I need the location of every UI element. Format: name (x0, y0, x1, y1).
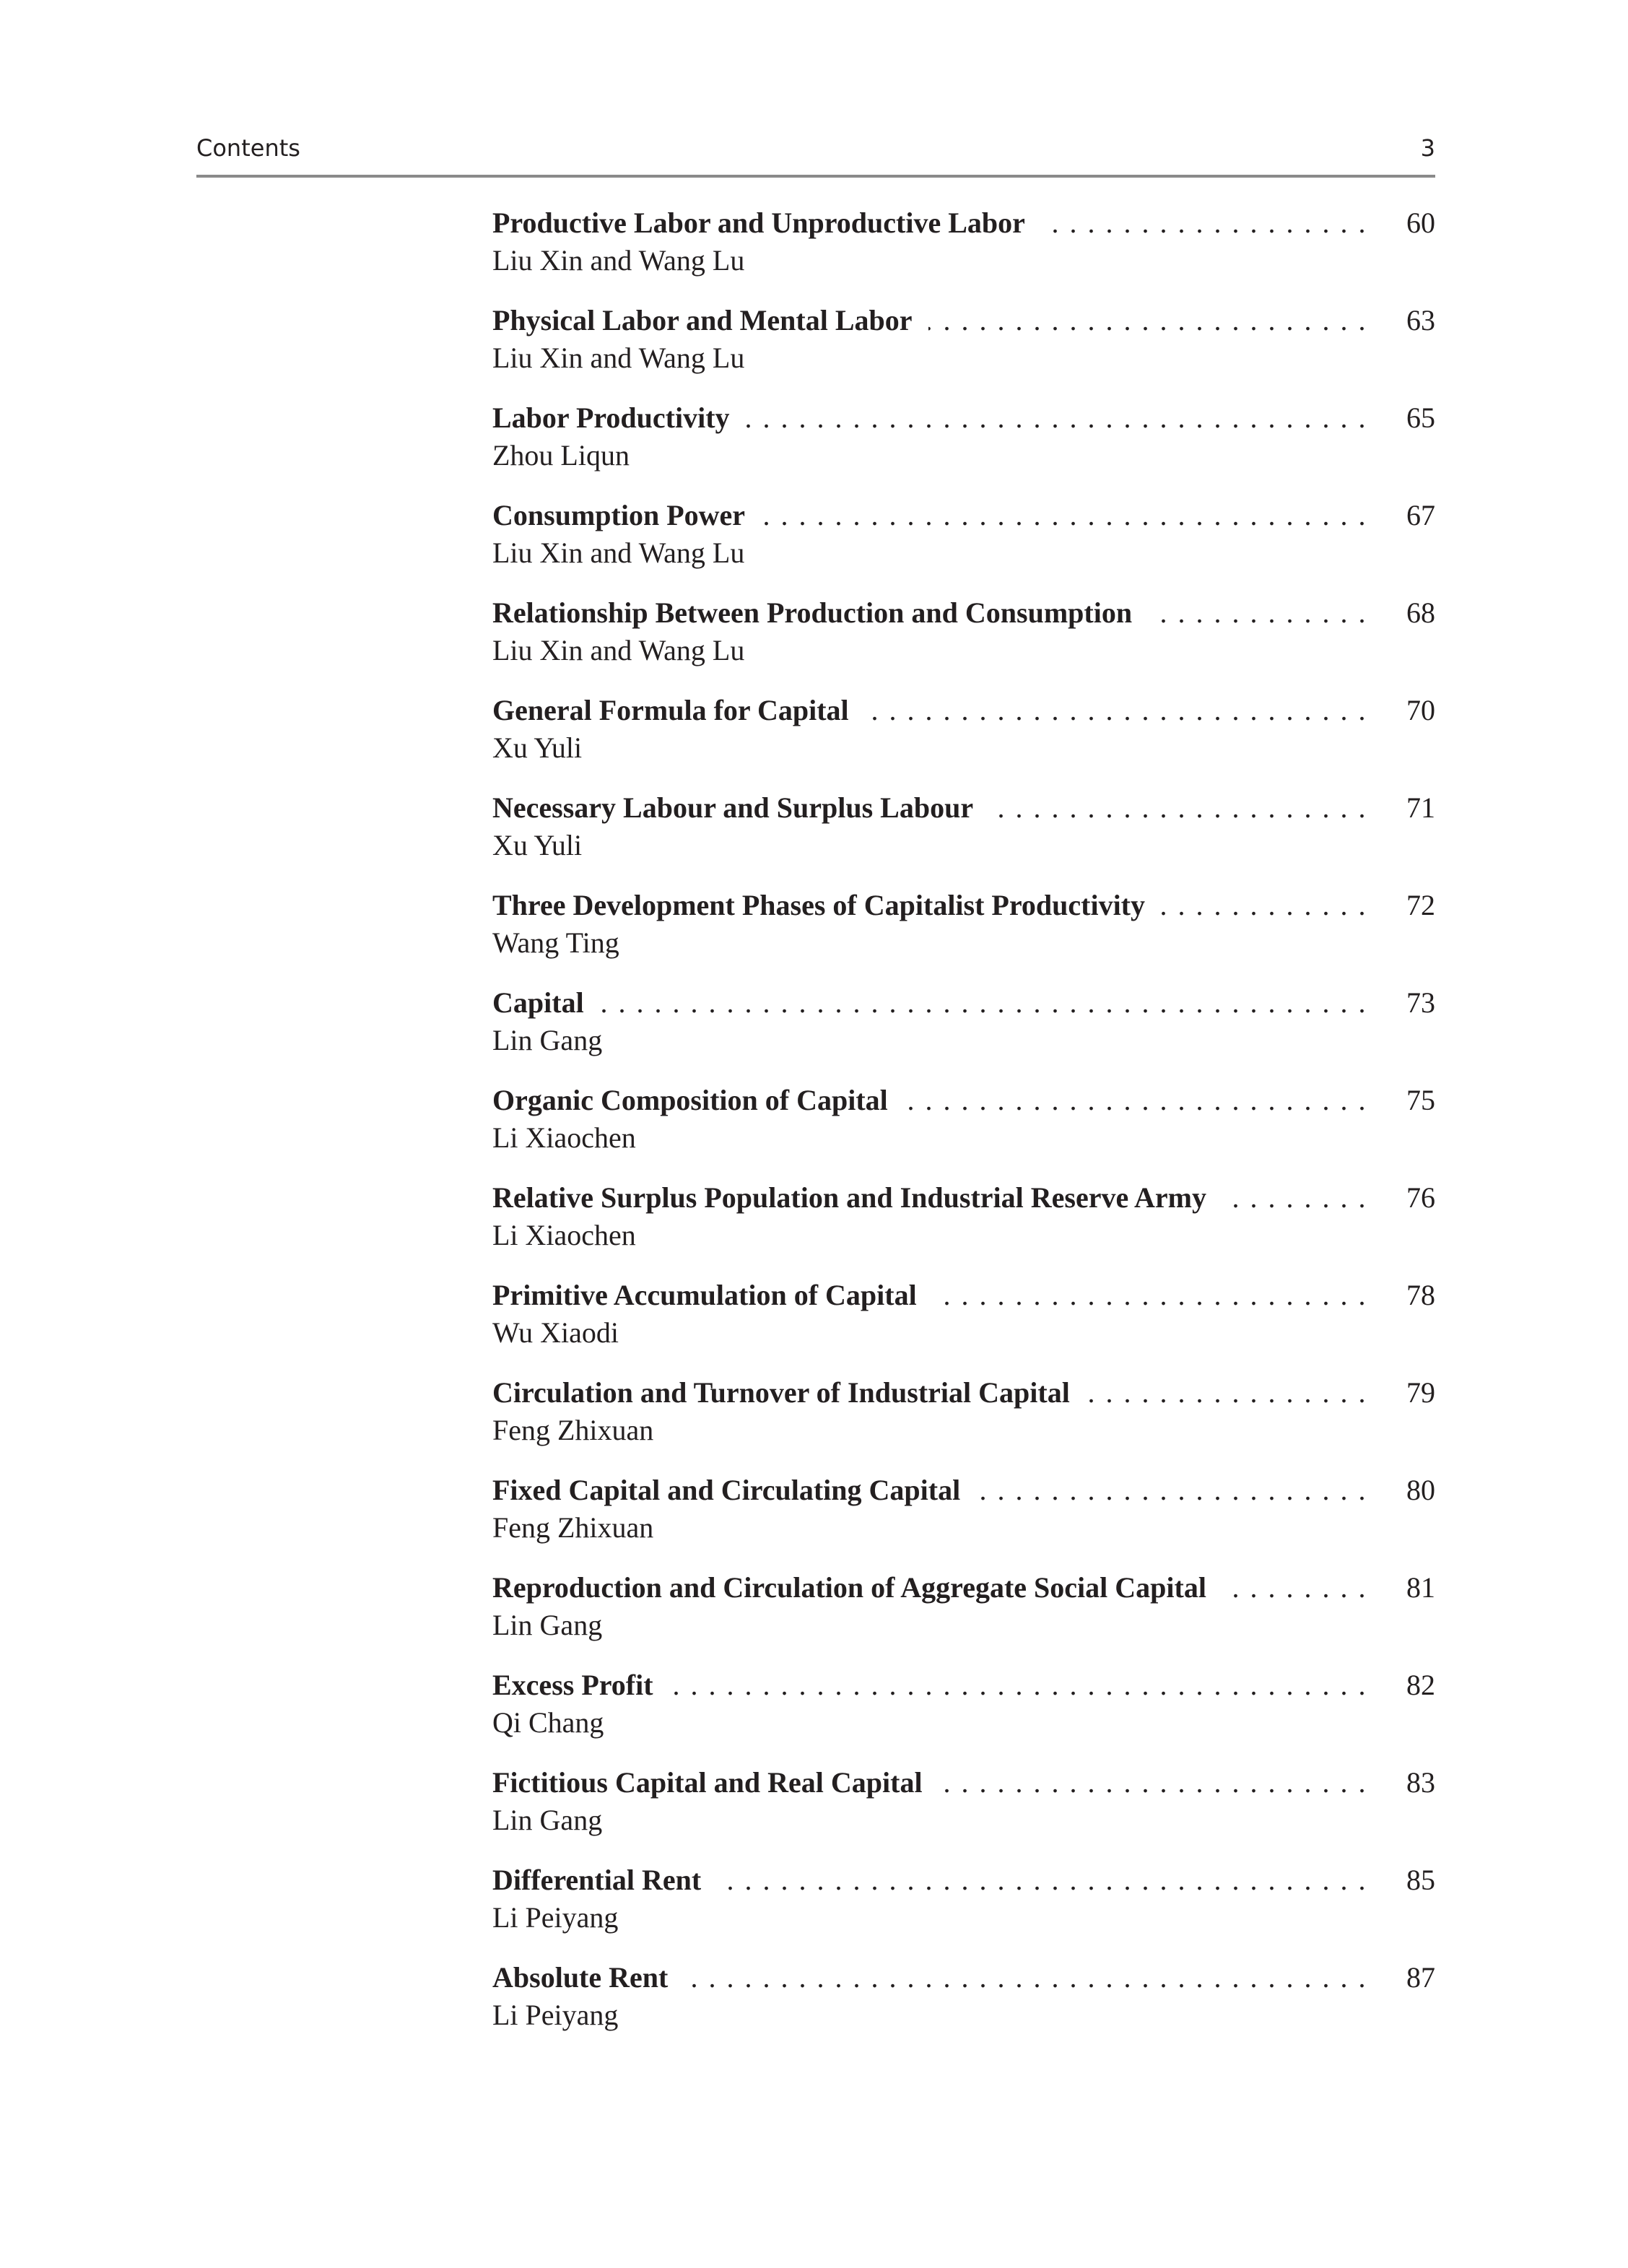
toc-entry-page[interactable]: 68 (1406, 596, 1435, 629)
toc-entry-author: Qi Chang (492, 1706, 604, 1739)
toc-entry[interactable] (492, 1082, 1435, 1179)
toc-entry-line (492, 1569, 1435, 1607)
toc-entry-title[interactable]: General Formula for Capital (492, 694, 849, 726)
toc-entry-author: Li Xiaochen (492, 1219, 636, 1251)
toc-entry-title[interactable]: Consumption Power (492, 499, 746, 531)
toc-entry[interactable] (492, 887, 1435, 984)
toc-entry-page[interactable]: 80 (1406, 1474, 1435, 1506)
toc-entry[interactable] (492, 1764, 1435, 1861)
toc-entry-line (492, 1667, 1435, 1704)
toc-entry[interactable] (492, 984, 1435, 1082)
toc-entry-title[interactable]: Organic Composition of Capital (492, 1084, 888, 1116)
toc-entry-author: Liu Xin and Wang Lu (492, 536, 745, 569)
toc-dot-leader (1161, 887, 1367, 924)
toc-entry-author: Lin Gang (492, 1609, 603, 1641)
toc-entry-page[interactable]: 65 (1406, 401, 1435, 434)
toc-entry-title[interactable]: Labor Productivity (492, 401, 730, 434)
toc-entry-author: Li Peiyang (492, 1901, 619, 1934)
toc-entry-title[interactable]: Three Development Phases of Capitalist Productivity (492, 889, 1146, 921)
toc-entry-page[interactable]: 67 (1406, 499, 1435, 531)
toc-dot-leader (939, 1764, 1367, 1802)
table-of-contents (492, 204, 1435, 2056)
toc-dot-leader (865, 692, 1367, 729)
toc-entry-line (492, 497, 1435, 534)
toc-entry-page[interactable]: 63 (1406, 304, 1435, 336)
toc-entry[interactable] (492, 399, 1435, 497)
toc-entry-line (492, 887, 1435, 924)
toc-entry-author: Liu Xin and Wang Lu (492, 244, 745, 277)
toc-entry[interactable] (492, 692, 1435, 789)
toc-dot-leader (669, 1667, 1367, 1704)
toc-entry-title[interactable]: Physical Labor and Mental Labor (492, 304, 913, 336)
toc-entry-title[interactable]: Fixed Capital and Circulating Capital (492, 1474, 961, 1506)
toc-dot-leader (746, 399, 1367, 437)
toc-entry-page[interactable]: 71 (1406, 791, 1435, 824)
toc-dot-leader (1086, 1374, 1367, 1412)
toc-entry-page[interactable]: 87 (1406, 1961, 1435, 1994)
toc-dot-leader (1041, 204, 1367, 242)
toc-entry-line (492, 789, 1435, 827)
toc-entry-title[interactable]: Absolute Rent (492, 1961, 669, 1994)
toc-entry[interactable] (492, 1472, 1435, 1569)
toc-entry-line (492, 399, 1435, 437)
toc-entry[interactable] (492, 789, 1435, 887)
toc-dot-leader (1148, 594, 1367, 632)
header-divider (196, 175, 1435, 178)
toc-entry-line (492, 984, 1435, 1022)
toc-entry[interactable] (492, 1959, 1435, 2056)
toc-dot-leader (684, 1959, 1367, 1997)
toc-dot-leader (989, 789, 1367, 827)
toc-entry[interactable] (492, 497, 1435, 594)
toc-entry[interactable] (492, 1374, 1435, 1472)
toc-dot-leader (717, 1861, 1367, 1899)
toc-dot-leader (904, 1082, 1367, 1119)
toc-entry-author: Lin Gang (492, 1024, 603, 1056)
running-head (196, 130, 1435, 168)
toc-entry-title[interactable]: Productive Labor and Unproductive Labor (492, 207, 1025, 239)
toc-entry-line (492, 594, 1435, 632)
toc-entry-author: Wang Ting (492, 926, 619, 959)
toc-entry-title[interactable]: Reproduction and Circulation of Aggregate Social Capital (492, 1571, 1206, 1604)
toc-entry-page[interactable]: 82 (1406, 1669, 1435, 1701)
toc-entry-line (492, 1179, 1435, 1217)
toc-entry-author: Liu Xin and Wang Lu (492, 634, 745, 666)
toc-entry-page[interactable]: 72 (1406, 889, 1435, 921)
toc-entry-title[interactable]: Circulation and Turnover of Industrial Capital (492, 1376, 1070, 1409)
toc-entry[interactable] (492, 1569, 1435, 1667)
toc-dot-leader (761, 497, 1367, 534)
toc-entry-author: Lin Gang (492, 1804, 603, 1836)
toc-entry[interactable] (492, 1667, 1435, 1764)
toc-entry-page[interactable]: 79 (1406, 1376, 1435, 1409)
toc-dot-leader (976, 1472, 1367, 1509)
toc-dot-leader (600, 984, 1367, 1022)
toc-entry-line (492, 1277, 1435, 1314)
toc-dot-leader (928, 302, 1367, 339)
toc-entry-title[interactable]: Relationship Between Production and Consumption (492, 596, 1133, 629)
toc-entry-author: Wu Xiaodi (492, 1316, 619, 1349)
toc-entry-page[interactable]: 60 (1406, 207, 1435, 239)
toc-entry-page[interactable]: 81 (1406, 1571, 1435, 1604)
toc-entry-title[interactable]: Capital (492, 986, 584, 1019)
toc-dot-leader (1222, 1569, 1367, 1607)
toc-entry[interactable] (492, 1861, 1435, 1959)
toc-entry-author: Feng Zhixuan (492, 1414, 654, 1446)
toc-entry-author: Li Peiyang (492, 1999, 619, 2031)
toc-entry[interactable] (492, 594, 1435, 692)
running-head-title: Contents (196, 134, 300, 162)
toc-entry-title[interactable]: Fictitious Capital and Real Capital (492, 1766, 923, 1799)
toc-entry-page[interactable]: 85 (1406, 1864, 1435, 1896)
toc-entry-line (492, 1374, 1435, 1412)
toc-dot-leader (1222, 1179, 1367, 1217)
toc-entry-author: Xu Yuli (492, 731, 583, 764)
toc-dot-leader (933, 1277, 1367, 1314)
toc-entry-page[interactable]: 70 (1406, 694, 1435, 726)
running-head-page-number: 3 (1420, 134, 1435, 162)
toc-entry-line (492, 1861, 1435, 1899)
toc-entry-line (492, 1764, 1435, 1802)
toc-entry-author: Xu Yuli (492, 829, 583, 861)
toc-entry-page[interactable]: 76 (1406, 1181, 1435, 1214)
toc-entry[interactable] (492, 1179, 1435, 1277)
toc-entry-line (492, 692, 1435, 729)
toc-entry-author: Zhou Liqun (492, 439, 630, 472)
toc-entry-page[interactable]: 73 (1406, 986, 1435, 1019)
toc-entry-title[interactable]: Excess Profit (492, 1669, 653, 1701)
toc-entry[interactable] (492, 1277, 1435, 1374)
toc-entry-title[interactable]: Differential Rent (492, 1864, 702, 1896)
toc-entry-title[interactable]: Necessary Labour and Surplus Labour (492, 791, 974, 824)
toc-entry-line (492, 302, 1435, 339)
toc-entry-page[interactable]: 83 (1406, 1766, 1435, 1799)
toc-entry-title[interactable]: Relative Surplus Population and Industrial Reserve Army (492, 1181, 1206, 1214)
toc-entry[interactable] (492, 302, 1435, 399)
toc-entry-author: Feng Zhixuan (492, 1511, 654, 1544)
toc-entry-page[interactable]: 78 (1406, 1279, 1435, 1311)
toc-entry-author: Li Xiaochen (492, 1121, 636, 1154)
toc-entry-line (492, 204, 1435, 242)
toc-entry-line (492, 1082, 1435, 1119)
toc-entry-line (492, 1472, 1435, 1509)
toc-entry-page[interactable]: 75 (1406, 1084, 1435, 1116)
toc-entry[interactable] (492, 204, 1435, 302)
toc-entry-author: Liu Xin and Wang Lu (492, 342, 745, 374)
toc-entry-line (492, 1959, 1435, 1997)
toc-entry-title[interactable]: Primitive Accumulation of Capital (492, 1279, 917, 1311)
